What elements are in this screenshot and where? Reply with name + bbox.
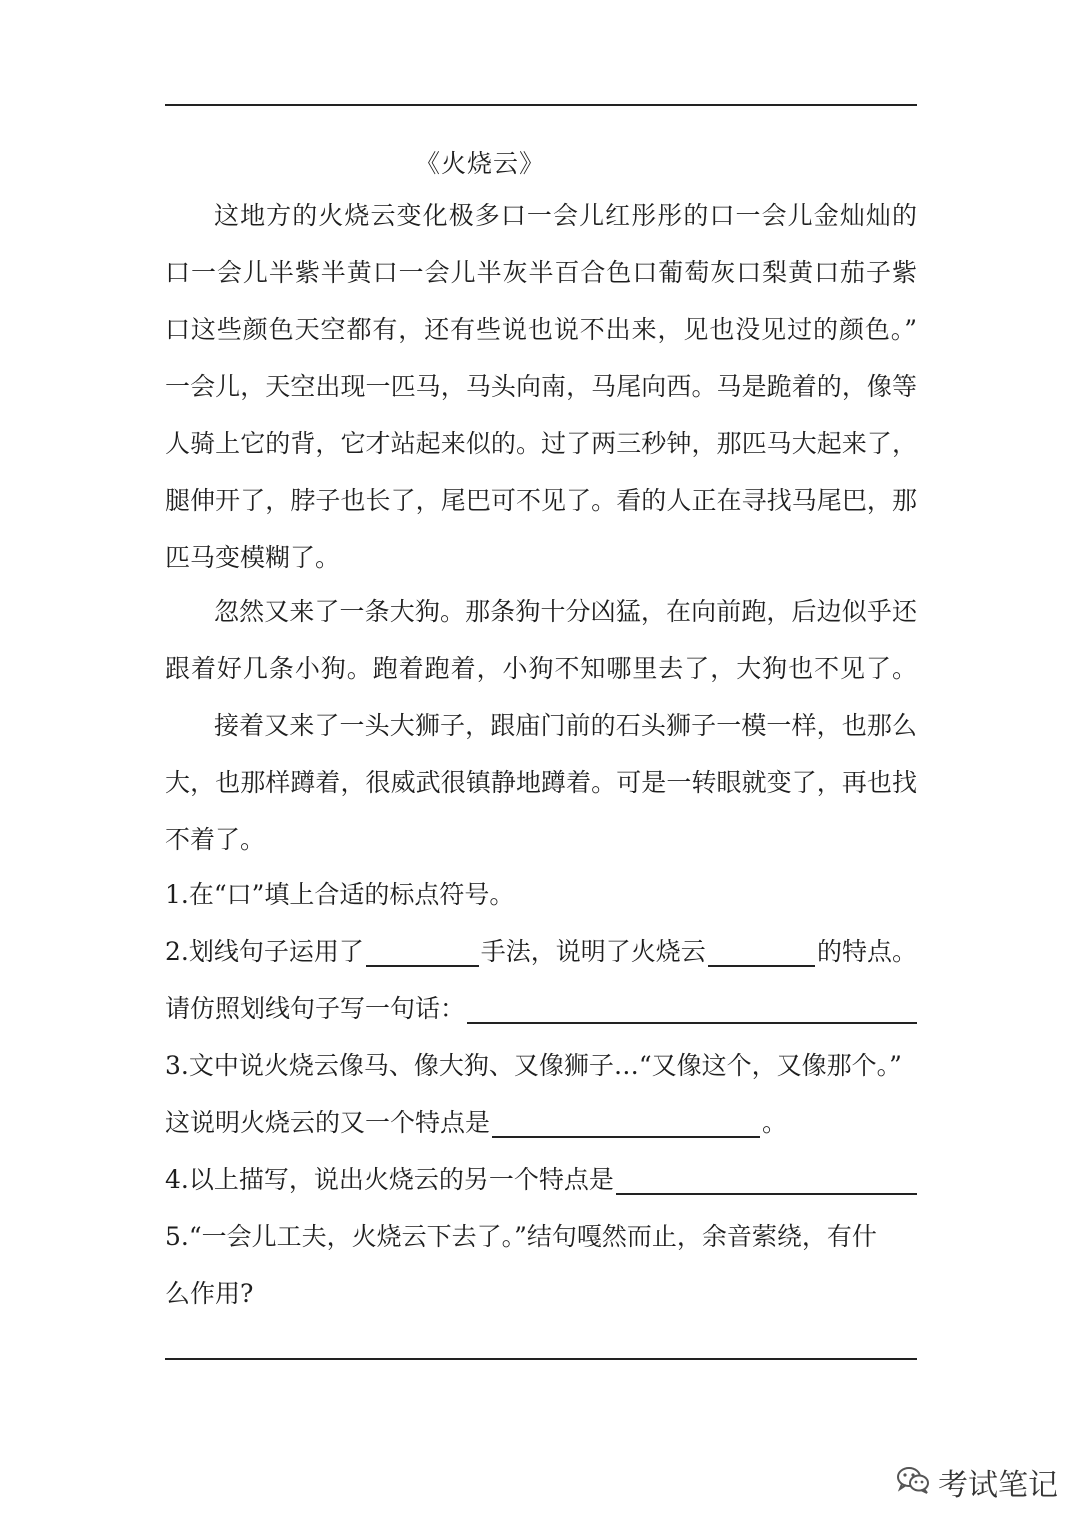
- wechat-icon: [896, 1466, 930, 1498]
- question-4: [165, 1165, 917, 1195]
- question-5-text-a: 5.“一会儿工夫，火烧云下去了。”结句嘎然而止，余音萦绕，有什: [165, 1222, 877, 1251]
- question-3-text-c: 。: [762, 1108, 788, 1137]
- question-5-line-2: [165, 1279, 917, 1309]
- watermark: [896, 1460, 1058, 1504]
- passage-line: 接着又来了一头大狮子，跟庙门前的石头狮子一模一样，也那么: [214, 711, 917, 740]
- passage-line: 口这些颜色天空都有，还有些说也说不出来，见也没见过的颜色。”: [165, 315, 917, 344]
- question-2-text-c: 的特点。: [816, 937, 917, 966]
- answer-blank-feature[interactable]: [708, 943, 815, 967]
- passage-line: 人骑上它的背，它才站起来似的。过了两三秒钟，那匹马大起来了，: [165, 429, 917, 458]
- passage-line: 腿伸开了，脖子也长了，尾巴可不见了。看的人正在寻找马尾巴，那: [165, 486, 917, 515]
- passage-line: 忽然又来了一条大狗。那条狗十分凶猛，在向前跑，后边似乎还: [214, 597, 917, 626]
- question-2-text-d: 请仿照划线句子写一句话：: [165, 994, 466, 1023]
- question-3-text-a: 3.文中说火烧云像马、像大狗、又像狮子…“又像这个，又像那个。”: [165, 1051, 902, 1080]
- question-2-text-a: 2.划线句子运用了: [165, 937, 364, 966]
- watermark-text: 考试笔记: [938, 1468, 1058, 1503]
- passage-line: 口一会儿半紫半黄口一会儿半灰半百合色口葡萄灰口梨黄口茄子紫: [165, 258, 917, 287]
- question-4-text: 4.以上描写，说出火烧云的另一个特点是: [165, 1165, 614, 1194]
- question-3: [165, 1051, 917, 1081]
- answer-line-bottom[interactable]: [165, 1358, 917, 1360]
- page-title: 《火烧云》: [415, 149, 546, 178]
- question-1: [165, 880, 917, 910]
- answer-blank-technique[interactable]: [366, 943, 479, 967]
- passage-line: 匹马变模糊了。: [165, 543, 341, 572]
- answer-blank-another-feature[interactable]: [492, 1114, 760, 1138]
- question-1-text: 1.在“口”填上合适的标点符号。: [165, 880, 515, 909]
- passage-line: 大，也那样蹲着，很威武很镇静地蹲着。可是一转眼就变了，再也找: [165, 768, 917, 797]
- passage-line: 不着了。: [165, 825, 266, 854]
- question-5-text-b: 么作用?: [165, 1279, 254, 1308]
- top-divider: [165, 104, 917, 106]
- question-2: [165, 937, 917, 967]
- answer-blank-imitation[interactable]: [467, 1000, 917, 1024]
- question-2-imitation: [165, 994, 917, 1024]
- question-5: [165, 1222, 917, 1252]
- question-3-text-b: 这说明火烧云的又一个特点是: [165, 1108, 491, 1137]
- passage-line: 一会儿，天空出现一匹马，马头向南，马尾向西。马是跪着的，像等: [165, 372, 917, 401]
- answer-blank-other-feature[interactable]: [616, 1171, 917, 1195]
- question-2-text-b: 手法，说明了火烧云: [480, 937, 706, 966]
- passage-line: 跟着好几条小狗。跑着跑着，小狗不知哪里去了，大狗也不见了。: [165, 654, 917, 683]
- question-3-answer-line: [165, 1108, 917, 1138]
- passage-line: 这地方的火烧云变化极多口一会儿红彤彤的口一会儿金灿灿的: [214, 201, 917, 230]
